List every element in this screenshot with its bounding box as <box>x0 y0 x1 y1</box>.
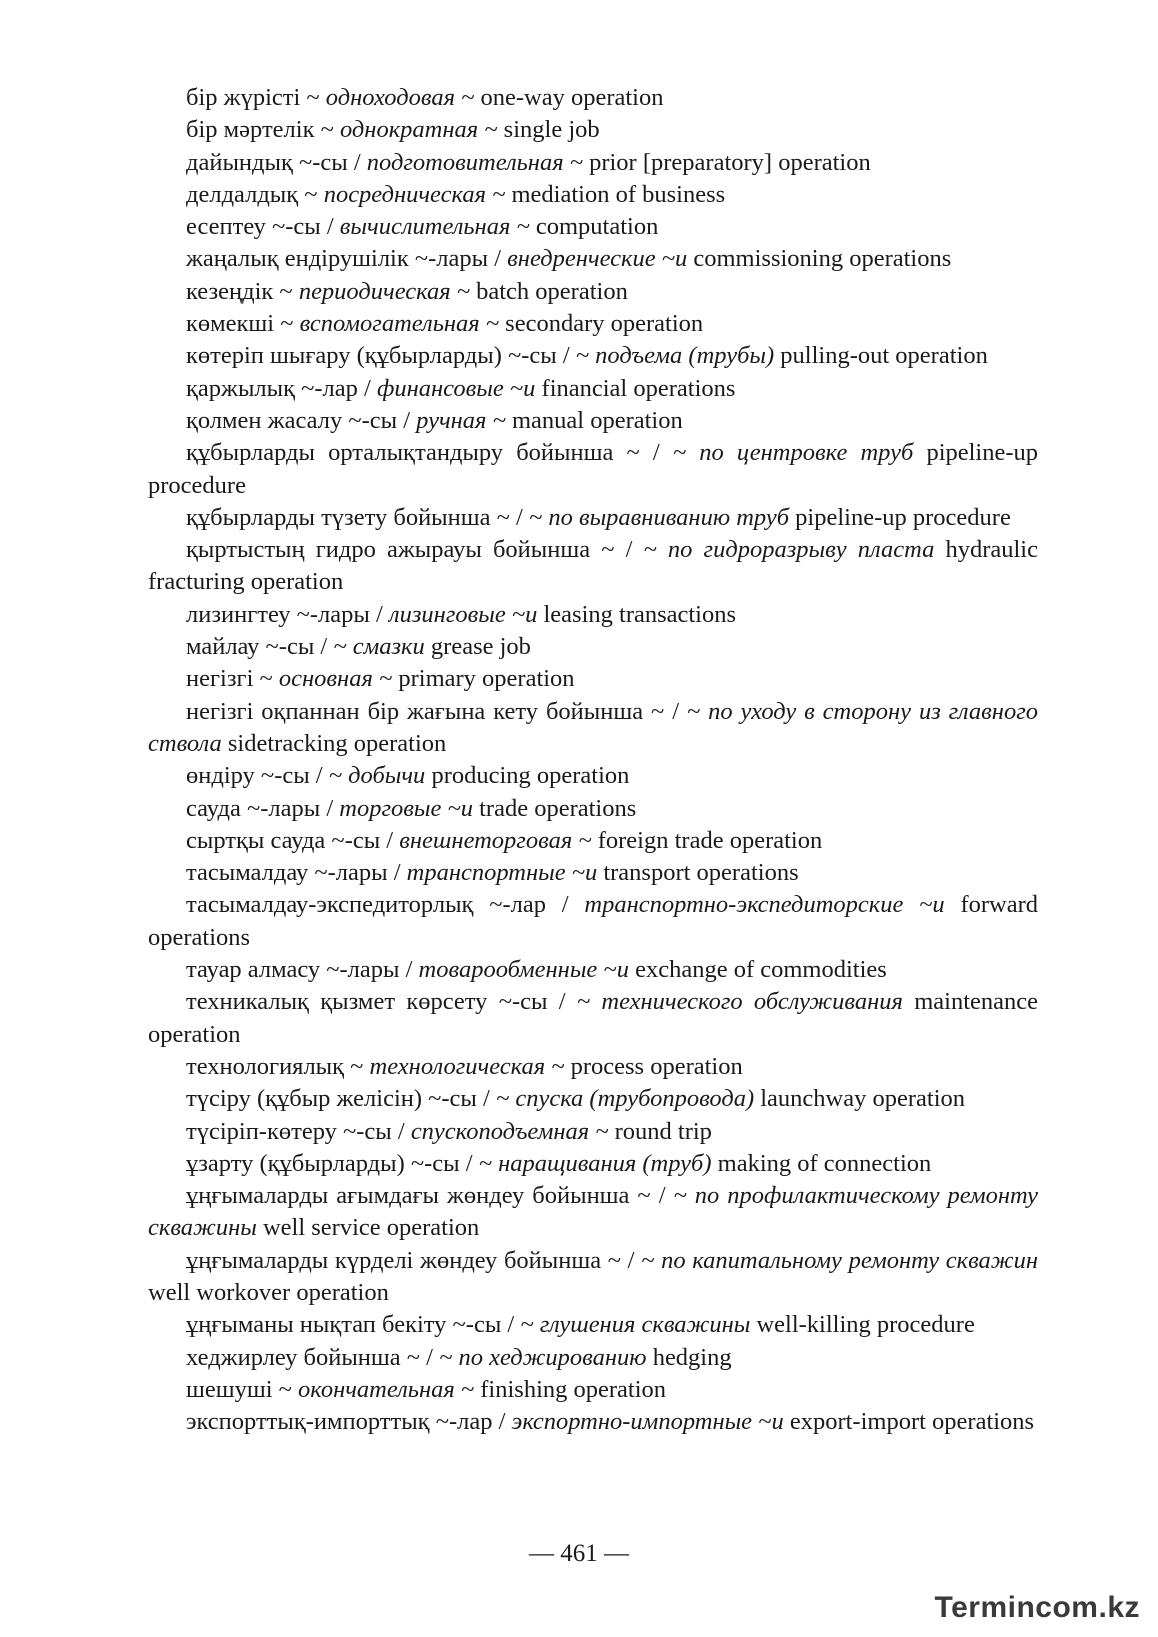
entry-russian: финансовые ~и <box>376 374 536 402</box>
dictionary-entry <box>148 760 1038 792</box>
entry-english: making of connection <box>711 1149 932 1177</box>
entry-russian: посредническая ~ <box>323 180 506 208</box>
entry-russian: внедренческие ~и <box>507 245 688 273</box>
entry-english: pulling-out operation <box>774 342 988 370</box>
entry-english: forward operations <box>148 891 1038 951</box>
entry-kazakh: бір мәртелік ~ <box>186 116 340 144</box>
dictionary-entry <box>148 793 1038 825</box>
entry-kazakh: құбырларды орталықтандыру бойынша ~ / <box>186 439 673 467</box>
dictionary-entry <box>148 437 1038 502</box>
entry-kazakh: ұңғыманы нықтап бекіту ~-сы / <box>186 1311 521 1339</box>
dictionary-entry <box>148 663 1038 695</box>
entry-kazakh: негізгі оқпаннан бір жағына кету бойынша ~ / <box>186 697 687 725</box>
entry-russian: основная ~ <box>278 665 393 693</box>
entry-russian: ~ по уходу в сторону из главного ствола <box>148 697 1038 757</box>
entry-russian: вспомогательная ~ <box>299 310 500 338</box>
entry-russian: лизинговые ~и <box>388 600 538 628</box>
page-number: — 461 — <box>529 1540 629 1567</box>
entry-english: secondary operation <box>499 310 704 338</box>
entry-russian: экспортно-импортные ~и <box>511 1408 784 1436</box>
entry-english: launchway operation <box>754 1085 966 1113</box>
entry-kazakh: лизингтеу ~-лары / <box>186 600 389 628</box>
entry-english: financial operations <box>535 374 736 402</box>
entry-russian: ~ по гидроразрыву пласта <box>643 536 935 564</box>
entry-kazakh: қыртыстың гидро ажырауы бойынша ~ / <box>186 536 644 564</box>
entry-kazakh: сыртқы сауда ~-сы / <box>186 826 400 854</box>
entry-kazakh: көмекші ~ <box>186 310 300 338</box>
dictionary-entry <box>148 1342 1038 1374</box>
entry-russian: торговые ~и <box>339 794 473 822</box>
entry-english: producing operation <box>425 762 630 790</box>
entry-english: hydraulic fracturing operation <box>148 536 1038 596</box>
dictionary-entry <box>148 405 1038 437</box>
entry-english: well workover operation <box>148 1278 389 1306</box>
entry-kazakh: делдалдық ~ <box>186 180 324 208</box>
entry-russian: ~ наращивания (труб) <box>478 1149 712 1177</box>
entry-kazakh: қаржылық ~-лар / <box>186 374 377 402</box>
entry-russian: ~ по хеджированию <box>439 1343 647 1371</box>
dictionary-entry <box>148 147 1038 179</box>
entry-kazakh: тасымалдау-экспедиторлық ~-лар / <box>186 891 585 919</box>
entry-english: well service operation <box>256 1214 480 1242</box>
entry-kazakh: ұңғымаларды ағымдағы жөндеу бойынша ~ / <box>186 1182 674 1210</box>
entry-russian: ~ по выравниванию труб <box>528 503 790 531</box>
dictionary-entry <box>148 1245 1038 1310</box>
entry-kazakh: шешуші ~ <box>186 1375 299 1403</box>
watermark-logo: Termincom.kz <box>934 1591 1140 1624</box>
entry-english: grease job <box>424 633 531 661</box>
entry-russian: ~ глушения скважины <box>520 1311 751 1339</box>
entry-kazakh: майлау ~-сы / <box>186 633 334 661</box>
entry-kazakh: түсіріп-көтеру ~-сы / <box>186 1117 411 1145</box>
entry-kazakh: тауар алмасу ~-лары / <box>186 956 419 984</box>
entry-russian: ~ по центровке труб <box>672 439 914 467</box>
dictionary-entry <box>148 211 1038 243</box>
dictionary-entry <box>148 82 1038 114</box>
entry-russian: одноходовая ~ <box>325 84 475 111</box>
entry-russian: транспортно-экспедиторские ~и <box>584 891 945 919</box>
entry-english: foreign trade operation <box>591 826 823 854</box>
entry-kazakh: жаңалық ендірушілік ~-лары / <box>186 245 508 273</box>
entry-kazakh: есептеу ~-сы / <box>186 213 340 241</box>
entry-russian: ~ по капитальному ремонту скважин <box>641 1246 1038 1274</box>
entry-russian: периодическая ~ <box>298 277 470 305</box>
entry-english: trade operations <box>473 794 637 822</box>
entry-russian: спускоподъемная ~ <box>410 1117 609 1145</box>
entry-english: one-way operation <box>474 84 664 111</box>
entry-english: computation <box>529 213 659 241</box>
entry-english: pipeline-up procedure <box>789 503 1011 531</box>
dictionary-entry <box>148 696 1038 761</box>
dictionary-entry <box>148 373 1038 405</box>
dictionary-entry <box>148 825 1038 857</box>
entry-russian: вычислительная ~ <box>339 213 530 241</box>
entry-english: export-import operations <box>783 1408 1035 1436</box>
dictionary-entry <box>148 1116 1038 1148</box>
entry-russian: ~ добычи <box>328 762 426 790</box>
entry-kazakh: бір жүрісті ~ <box>186 84 326 111</box>
entry-english: prior [preparatory] operation <box>582 148 871 176</box>
entry-kazakh: экспорттық-импорттық ~-лар / <box>186 1408 512 1436</box>
entry-english: hedging <box>646 1343 732 1371</box>
entry-english: leasing transactions <box>537 600 737 628</box>
entry-english: well-killing procedure <box>750 1311 975 1339</box>
entry-russian: окончательная ~ <box>298 1375 475 1403</box>
entry-kazakh: түсіру (құбыр желісін) ~-сы / <box>186 1085 496 1113</box>
dictionary-entry <box>148 114 1038 146</box>
entry-russian: транспортные ~и <box>406 859 598 887</box>
entry-english: mediation of business <box>505 180 726 208</box>
dictionary-entry <box>148 179 1038 211</box>
entry-kazakh: өндіру ~-сы / <box>186 762 329 790</box>
dictionary-entry <box>148 276 1038 308</box>
dictionary-entry <box>148 502 1038 534</box>
entry-kazakh: технологиялық ~ <box>186 1052 370 1080</box>
entry-russian: внешнеторговая ~ <box>399 826 592 854</box>
dictionary-entry <box>148 986 1038 1051</box>
dictionary-entry <box>148 1180 1038 1245</box>
dictionary-entry <box>148 243 1038 275</box>
entry-russian: однократная ~ <box>339 116 498 144</box>
dictionary-entry <box>148 1309 1038 1341</box>
entry-kazakh: ұзарту (құбырларды) ~-сы / <box>186 1149 479 1177</box>
entry-english: commissioning operations <box>687 245 952 273</box>
dictionary-entry <box>148 1148 1038 1180</box>
entry-russian: ~ по профилактическому ремонту скважины <box>148 1182 1038 1242</box>
dictionary-entry <box>148 1083 1038 1115</box>
entry-kazakh: хеджирлеу бойынша ~ / <box>186 1343 440 1371</box>
entry-russian: технологическая ~ <box>369 1052 565 1080</box>
entry-russian: ~ спуска (трубопровода) <box>495 1085 755 1113</box>
entry-english: primary operation <box>392 665 575 693</box>
dictionary-entry <box>148 857 1038 889</box>
entry-english: round trip <box>608 1117 712 1145</box>
entry-kazakh: сауда ~-лары / <box>186 794 340 822</box>
dictionary-entry <box>148 534 1038 599</box>
entry-russian: ручная ~ <box>416 406 506 434</box>
entry-kazakh: тасымалдау ~-лары / <box>186 859 407 887</box>
entry-russian: ~ технического обслуживания <box>576 988 903 1016</box>
entry-kazakh: дайындық ~-сы / <box>186 148 367 176</box>
dictionary-entry <box>148 889 1038 954</box>
entry-kazakh: құбырларды түзету бойынша ~ / <box>186 503 529 531</box>
entry-kazakh: техникалық қызмет көрсету ~-сы / <box>186 988 577 1016</box>
entry-english: sidetracking operation <box>221 729 447 757</box>
entry-kazakh: ұңғымаларды күрделі жөндеу бойынша ~ / <box>186 1246 642 1274</box>
entry-kazakh: кезеңдік ~ <box>186 277 299 305</box>
entry-english: batch operation <box>470 277 628 305</box>
entry-kazakh: негізгі ~ <box>186 665 279 693</box>
dictionary-entry <box>148 340 1038 372</box>
entry-russian: подготовительная ~ <box>366 148 583 176</box>
entry-english: finishing operation <box>474 1375 667 1403</box>
entry-english: pipeline-up procedure <box>148 439 1039 499</box>
entry-russian: товарообменные ~и <box>418 956 629 984</box>
entry-english: exchange of commodities <box>628 956 887 984</box>
entry-english: process operation <box>564 1052 743 1080</box>
dictionary-entry <box>148 599 1038 631</box>
entry-english: maintenance operation <box>148 988 1038 1048</box>
dictionary-entry <box>148 954 1038 986</box>
dictionary-entry <box>148 1406 1038 1438</box>
entry-kazakh: көтеріп шығару (құбырларды) ~-сы / <box>186 342 576 370</box>
dictionary-entry <box>148 1374 1038 1406</box>
entry-english: transport operations <box>597 859 799 887</box>
entry-russian: ~ смазки <box>333 633 425 661</box>
dictionary-entry <box>148 1051 1038 1083</box>
dictionary-column <box>148 82 1038 1438</box>
entry-english: single job <box>497 116 600 144</box>
dictionary-entry <box>148 631 1038 663</box>
dictionary-entry <box>148 308 1038 340</box>
entry-kazakh: қолмен жасалу ~-сы / <box>186 406 417 434</box>
entry-russian: ~ подъема (трубы) <box>575 342 775 370</box>
entry-english: manual operation <box>505 406 683 434</box>
